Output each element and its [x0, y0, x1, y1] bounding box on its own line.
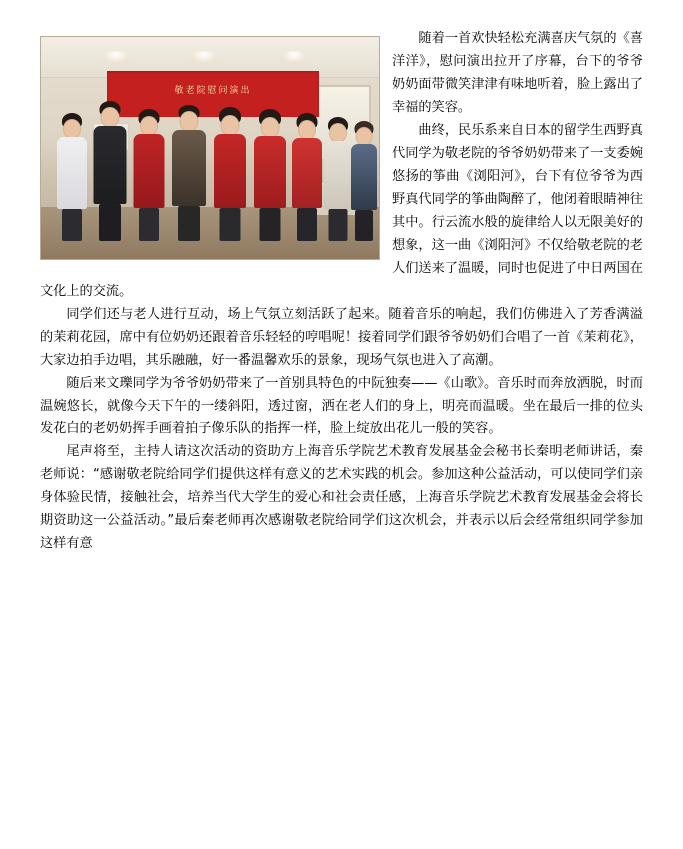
person — [169, 105, 209, 241]
ceiling-light-icon — [281, 51, 307, 63]
ceiling-light-icon — [191, 51, 217, 63]
paragraph-5: 尾声将至，主持人请这次活动的资助方上海音乐学院艺术教育发展基金会秘书长秦明老师讲话，秦老师说：“感谢敬老院给同学们提供这样有意义的艺术实践的机会。参加这种公益活动，可以使同学们亲身体验民情，接触社会，培养当代大学生的爱心和社会责任感，上海音乐学院艺术教育发展基金会将长期资助这一公益活动。”最后秦老师再次感谢敬老院给同学们这次机会，并表示以后会经常组织同学参加这样有意 — [40, 444, 643, 552]
person — [349, 121, 379, 241]
people-group — [49, 91, 373, 241]
paragraph-4: 随后来文瓅同学为爷爷奶奶带来了一首别具特色的中阮独奏——《山歌》。音乐时而奔放洒脱，时而温婉悠长，就像今天下午的一缕斜阳，透过窗，洒在老人们的身上，明亮而温暖。坐在最后一排的位头发花白的老奶奶挥手画着拍子像乐队的指挥一样，脸上绽放出花儿一般的笑容。 — [40, 375, 643, 437]
banner-text: 敬老院慰问演出 — [174, 86, 252, 96]
paragraph-1: 随着一首欢快轻松充满喜庆气氛的《喜洋洋》，慰问演出拉开了序幕，台下的爷爷奶奶面带微笑津津有味地听着，脸上露出了幸福的笑容。 — [392, 31, 643, 115]
person — [211, 107, 249, 241]
person — [55, 113, 89, 241]
paragraph-2: 曲终，民乐系来自日本的留学生西野真代同学为敬老院的爷爷奶奶带来了一支委婉悠扬的筝曲《浏阳河》，台下有位爷爷为西野真代同学的筝曲陶醉了，他闭着眼睛神往其中。行云流水般的旋律给人以无限美好的想象，这一曲《浏阳河》不仅给敬老院的老人们送来了温暖，同时也促进了中日两国在文化上的交流。 — [40, 122, 643, 299]
person — [289, 113, 325, 241]
ceiling-light-icon — [103, 51, 129, 63]
paragraph-3: 同学们还与老人进行互动，场上气氛立刻活跃了起来。随着音乐的响起，我们仿佛进入了芳香满溢的茉莉花园，席中有位奶奶还跟着音乐轻轻的哼唱呢！接着同学们跟爷爷奶奶们合唱了一首《茉莉花》，大家边拍手边唱，其乐融融，好一番温馨欢乐的景象，现场气氛也进入了高潮。 — [40, 306, 643, 368]
person — [91, 101, 129, 241]
group-photo — [40, 36, 380, 260]
photo-figure — [40, 36, 380, 260]
person — [251, 109, 289, 241]
person — [131, 109, 167, 241]
